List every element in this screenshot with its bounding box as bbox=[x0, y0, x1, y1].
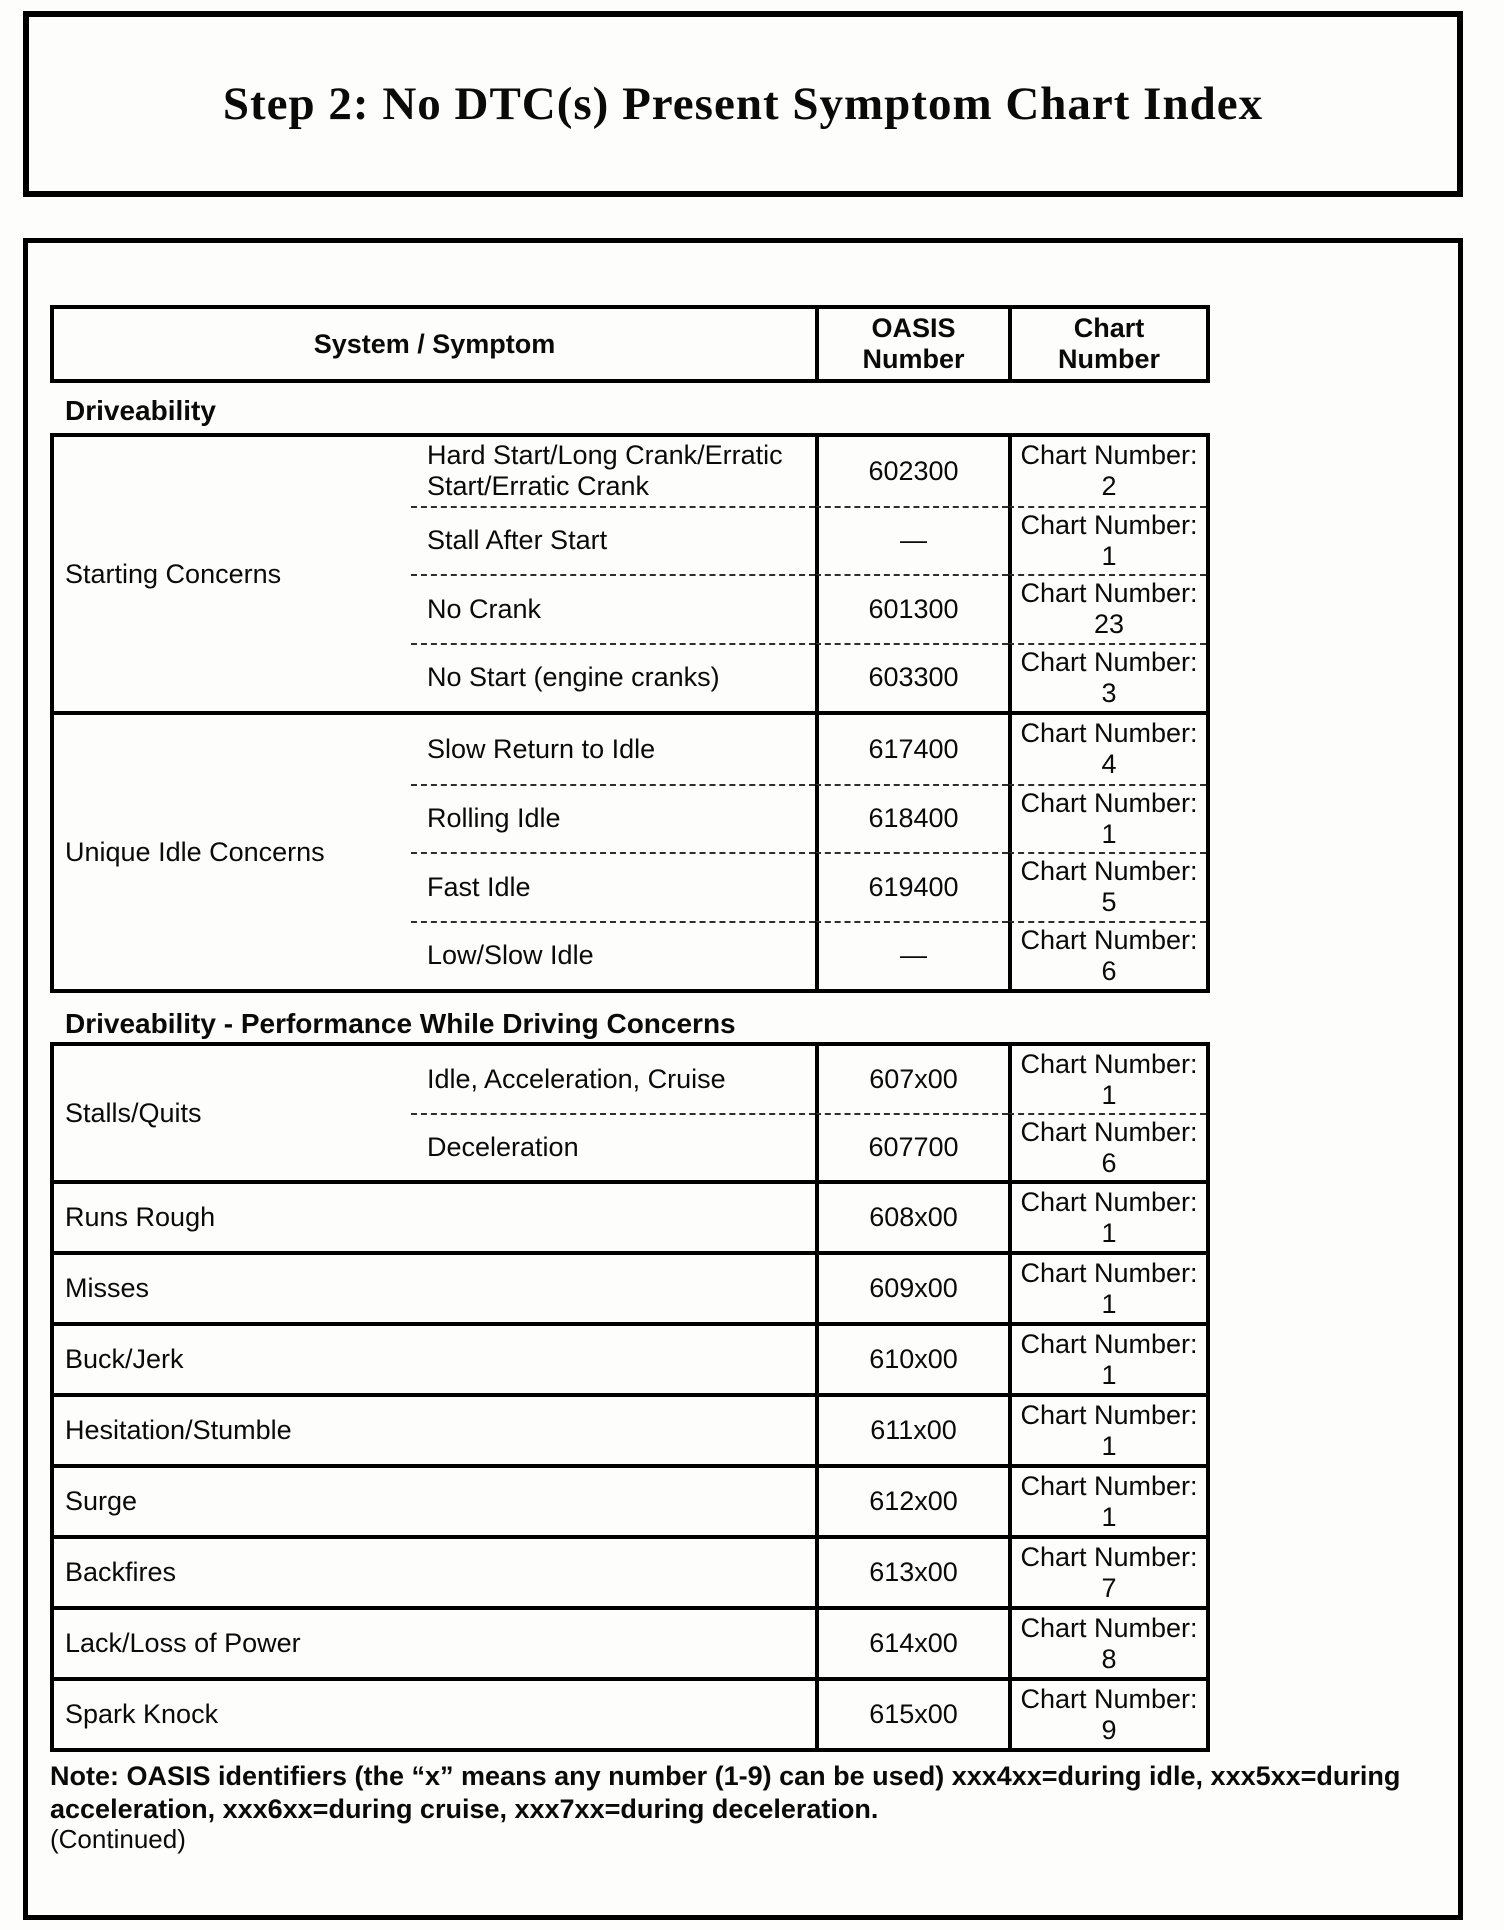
chart-number-cell bbox=[1008, 574, 1206, 643]
table-row bbox=[54, 1464, 1206, 1535]
oasis-number-cell: 619400 bbox=[815, 852, 1008, 921]
header-system-symptom-label: System / Symptom bbox=[313, 328, 556, 359]
symptom-cell: Backfires bbox=[65, 1557, 177, 1587]
symptom-table-box bbox=[50, 433, 1210, 993]
oasis-number-cell: 615x00 bbox=[815, 1681, 1008, 1748]
chart-number-value: 1 bbox=[1101, 1359, 1117, 1390]
chart-number-value: 1 bbox=[1101, 1501, 1117, 1532]
header-chart-number bbox=[1008, 309, 1206, 379]
header-oasis-number bbox=[815, 309, 1008, 379]
chart-number-value: 4 bbox=[1101, 749, 1117, 780]
oasis-number-cell: — bbox=[815, 506, 1008, 575]
chart-number-value: 1 bbox=[1101, 1288, 1117, 1319]
chart-number-cell bbox=[1008, 1397, 1206, 1464]
symptom-cell: Lack/Loss of Power bbox=[65, 1628, 301, 1658]
oasis-number-cell: 617400 bbox=[815, 715, 1008, 784]
chart-number-cell bbox=[1008, 1046, 1206, 1113]
chart-number-value: 5 bbox=[1101, 887, 1117, 918]
chart-number-label: Chart Number: bbox=[1020, 1257, 1198, 1288]
chart-number-cell bbox=[1008, 1610, 1206, 1677]
chart-number-value: 6 bbox=[1101, 955, 1117, 986]
chart-number-label: Chart Number: bbox=[1020, 718, 1198, 749]
chart-number-value: 1 bbox=[1101, 1217, 1117, 1248]
chart-number-value: 1 bbox=[1101, 1430, 1117, 1461]
symptom-cell: No Start (engine cranks) bbox=[411, 643, 815, 712]
symptom-cell: Misses bbox=[65, 1273, 150, 1303]
chart-number-value: 1 bbox=[1101, 818, 1117, 849]
chart-number-label: Chart Number: bbox=[1020, 646, 1198, 677]
oasis-note: Note: OASIS identifiers (the “x” means any number (1-9) can be used) xxx4xx=during idle, xxx5xx=during acceleration, xxx6xx=during cruise, xxx7xx=during deceleration. bbox=[50, 1761, 1401, 1824]
chart-number-cell bbox=[1008, 715, 1206, 784]
oasis-number-cell: 603300 bbox=[815, 643, 1008, 712]
chart-number-label: Chart Number: bbox=[1020, 1470, 1198, 1501]
section-label: Driveability bbox=[65, 395, 216, 426]
section-label: Driveability - Performance While Driving Concerns bbox=[65, 1008, 736, 1039]
oasis-number-cell: — bbox=[815, 921, 1008, 990]
oasis-number-cell: 608x00 bbox=[815, 1184, 1008, 1251]
group-name-cell: Starting Concerns bbox=[65, 558, 282, 589]
group-name-cell: Unique Idle Concerns bbox=[65, 836, 325, 867]
chart-number-cell bbox=[1008, 437, 1206, 506]
symptom-cell: Rolling Idle bbox=[411, 784, 815, 853]
oasis-number-cell: 601300 bbox=[815, 574, 1008, 643]
chart-number-label: Chart Number: bbox=[1020, 1399, 1198, 1430]
table-row bbox=[54, 1251, 1206, 1322]
symptom-cell: Slow Return to Idle bbox=[427, 733, 656, 764]
oasis-number-cell: 610x00 bbox=[815, 1326, 1008, 1393]
oasis-number-cell: 607700 bbox=[815, 1113, 1008, 1180]
chart-number-cell bbox=[1008, 1326, 1206, 1393]
symptom-cell: Fast Idle bbox=[411, 852, 815, 921]
chart-number-cell bbox=[1008, 1539, 1206, 1606]
chart-number-value: 2 bbox=[1101, 471, 1117, 502]
chart-number-label: Chart Number: bbox=[1020, 856, 1198, 887]
group-name-cell: Stalls/Quits bbox=[65, 1097, 202, 1128]
chart-number-value: 3 bbox=[1101, 677, 1117, 708]
chart-number-cell bbox=[1008, 643, 1206, 712]
chart-number-value: 6 bbox=[1101, 1147, 1117, 1178]
chart-number-cell bbox=[1008, 1255, 1206, 1322]
chart-number-value: 1 bbox=[1101, 1079, 1117, 1110]
table-row bbox=[54, 1393, 1206, 1464]
chart-number-label: Chart Number: bbox=[1020, 509, 1198, 540]
table-row bbox=[54, 1322, 1206, 1393]
oasis-number-cell: 607x00 bbox=[815, 1046, 1008, 1113]
chart-number-label: Chart Number: bbox=[1020, 787, 1198, 818]
oasis-number-cell: 602300 bbox=[815, 437, 1008, 506]
chart-number-label: Chart Number: bbox=[1020, 1116, 1198, 1147]
oasis-number-cell: 614x00 bbox=[815, 1610, 1008, 1677]
symptom-cell: Surge bbox=[65, 1486, 138, 1516]
oasis-number-cell: 618400 bbox=[815, 784, 1008, 853]
symptom-cell: Hard Start/Long Crank/Erratic Start/Erratic Crank bbox=[427, 440, 783, 502]
symptom-group bbox=[54, 1046, 1206, 1180]
chart-number-label: Chart Number: bbox=[1020, 1612, 1198, 1643]
chart-number-cell bbox=[1008, 506, 1206, 575]
table-row bbox=[54, 1535, 1206, 1606]
chart-number-value: 1 bbox=[1101, 540, 1117, 571]
header-oasis-line2: Number bbox=[862, 344, 965, 374]
oasis-number-cell: 613x00 bbox=[815, 1539, 1008, 1606]
symptom-table-box bbox=[50, 1042, 1210, 1752]
symptom-group bbox=[54, 437, 1206, 711]
symptom-cell: Low/Slow Idle bbox=[411, 921, 815, 990]
chart-number-label: Chart Number: bbox=[1020, 1328, 1198, 1359]
page-title: Step 2: No DTC(s) Present Symptom Chart Index bbox=[222, 78, 1264, 130]
symptom-cell: Spark Knock bbox=[65, 1699, 219, 1729]
chart-number-value: 8 bbox=[1101, 1643, 1117, 1674]
chart-number-label: Chart Number: bbox=[1020, 1186, 1198, 1217]
table-row bbox=[54, 1606, 1206, 1677]
symptom-cell: Idle, Acceleration, Cruise bbox=[427, 1064, 726, 1094]
symptom-cell: Buck/Jerk bbox=[65, 1344, 184, 1374]
symptom-cell: No Crank bbox=[411, 574, 815, 643]
table-row bbox=[54, 1677, 1206, 1748]
oasis-number-cell: 609x00 bbox=[815, 1255, 1008, 1322]
chart-number-cell bbox=[1008, 1113, 1206, 1180]
chart-number-cell bbox=[1008, 852, 1206, 921]
symptom-cell: Deceleration bbox=[411, 1113, 815, 1180]
chart-number-cell bbox=[1008, 784, 1206, 853]
header-oasis-line1: OASIS bbox=[871, 313, 956, 343]
header-system-symptom bbox=[54, 309, 815, 379]
chart-number-cell bbox=[1008, 1184, 1206, 1251]
table-row bbox=[54, 1180, 1206, 1251]
chart-number-label: Chart Number: bbox=[1020, 1541, 1198, 1572]
symptom-chart-container bbox=[23, 238, 1463, 1920]
header-chart-line2: Number bbox=[1057, 344, 1160, 374]
chart-number-label: Chart Number: bbox=[1020, 578, 1198, 609]
chart-number-label: Chart Number: bbox=[1020, 1048, 1198, 1079]
chart-number-cell bbox=[1008, 1468, 1206, 1535]
chart-number-value: 23 bbox=[1093, 609, 1125, 640]
chart-number-label: Chart Number: bbox=[1020, 924, 1198, 955]
symptom-cell: Runs Rough bbox=[65, 1202, 216, 1232]
title-box bbox=[23, 11, 1463, 197]
continued-label: (Continued) bbox=[50, 1824, 186, 1854]
oasis-number-cell: 611x00 bbox=[815, 1397, 1008, 1464]
oasis-number-cell: 612x00 bbox=[815, 1468, 1008, 1535]
symptom-cell: Hesitation/Stumble bbox=[65, 1415, 292, 1445]
symptom-cell: Stall After Start bbox=[411, 506, 815, 575]
chart-number-label: Chart Number: bbox=[1020, 1683, 1198, 1714]
chart-number-value: 9 bbox=[1101, 1714, 1117, 1745]
chart-number-value: 7 bbox=[1101, 1572, 1117, 1603]
header-chart-line1: Chart bbox=[1073, 313, 1145, 343]
chart-number-label: Chart Number: bbox=[1020, 440, 1198, 471]
symptom-group bbox=[54, 711, 1206, 989]
symptom-table-header bbox=[50, 305, 1210, 383]
chart-number-cell bbox=[1008, 921, 1206, 990]
chart-number-cell bbox=[1008, 1681, 1206, 1748]
